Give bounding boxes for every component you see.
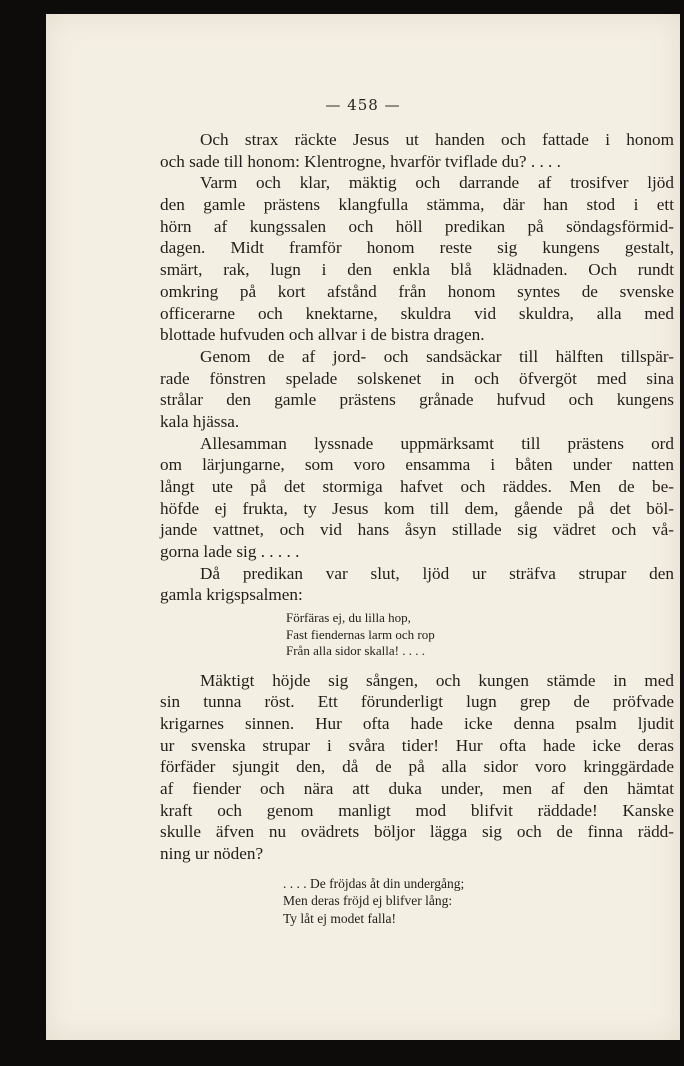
text-line: smärt, rak, lugn i den enkla blå klädnaden. Och rundt (160, 260, 674, 280)
text-line: Genom de af jord- och sandsäckar till hälften tillspär- (200, 346, 674, 366)
verse-line: Men deras fröjd ej blifver lång: (283, 893, 453, 909)
text-line: gamla krigspsalmen: (160, 585, 303, 605)
text-line: om lärjungarne, som voro ensamma i båten under natten (160, 455, 674, 475)
text-line: Allesamman lyssnade uppmärksamt till prästens ord (200, 433, 674, 453)
text-line: af fiender och nära att duka under, men af den hämtat (160, 779, 674, 799)
verse-line: Ty låt ej modet falla! (283, 910, 397, 926)
paragraph-6 (160, 670, 674, 865)
text-line: och sade till honom: Klentrogne, hvarför tviflade du? . . . . (160, 151, 561, 171)
text-line: hörn af kungssalen och höll predikan på söndagsförmid- (160, 216, 674, 236)
text-line: Varm och klar, mäktig och darrande af trosifver ljöd (200, 173, 674, 193)
text-line: sin tunna röst. Ett förunderligt lugn grep de pröfvade (160, 692, 674, 712)
text-line: den gamle prästens klangfulla stämma, där han stod i ett (160, 195, 674, 215)
hymn-verse-1 (160, 610, 674, 660)
text-line: rade fönstren spelade solskenet in och öfvergöt med sina (160, 368, 674, 388)
paragraph-4 (160, 433, 674, 563)
text-line: Mäktigt höjde sig sången, och kungen stämde in med (200, 670, 674, 690)
text-line: skulle äfven nu ovädrets böljor lägga sig och de finna rädd- (160, 822, 674, 842)
text-line: dagen. Midt framför honom reste sig kungens gestalt, (160, 238, 674, 258)
text-line: Då predikan var slut, ljöd ur sträfva strupar den (200, 563, 674, 583)
text-line: krigarnes sinnen. Hur ofta hade icke denna psalm ljudit (160, 714, 674, 733)
book-page (46, 14, 680, 1040)
text-line: omkring på kort afstånd från honom syntes de svenske (160, 281, 674, 301)
text-line: strålar den gamle prästens grånade hufvud och kungens (160, 390, 674, 410)
text-line: Och strax räckte Jesus ut handen och fattade i honom (200, 130, 674, 149)
text-line: jande vattnet, och vid hans åsyn stillade sig vädret och vå- (160, 520, 674, 540)
paragraph-1 (160, 129, 674, 172)
hymn-verse-2 (160, 875, 674, 928)
text-line: ning ur nöden? (160, 844, 264, 864)
verse-line: Från alla sidor skalla! . . . . (286, 643, 425, 659)
text-line: ur svenska strupar i svåra tider! Hur ofta hade icke deras (160, 735, 674, 755)
verse-line: . . . . De fröjdas åt din undergång; (283, 875, 465, 891)
verse-line: Förfäras ej, du lilla hop, (286, 610, 411, 626)
paragraph-5 (160, 563, 674, 606)
text-line: gorna lade sig . . . . . (160, 542, 300, 562)
verse-line: Fast fiendernas larm och rop (286, 626, 435, 642)
text-line: kala hjässa. (160, 411, 240, 431)
text-line: officerarne och knektarne, skuldra vid skuldra, alla med (160, 303, 674, 323)
page-number: — 458 — (325, 96, 401, 114)
text-line: blottade hufvuden och allvar i de bistra dragen. (160, 325, 485, 345)
text-line: höfde ej frukta, ty Jesus kom till dem, gående på det böl- (160, 498, 674, 518)
paragraph-2 (160, 172, 674, 346)
text-line: förfäder sjungit den, då de på alla sidor voro kringgärdade (160, 757, 674, 777)
paragraph-3 (160, 346, 674, 433)
text-line: kraft och genom manligt mod blifvit räddade! Kanske (160, 800, 674, 820)
page-text (160, 129, 674, 927)
text-line: långt ute på det stormiga hafvet och räddes. Men de be- (160, 477, 674, 496)
